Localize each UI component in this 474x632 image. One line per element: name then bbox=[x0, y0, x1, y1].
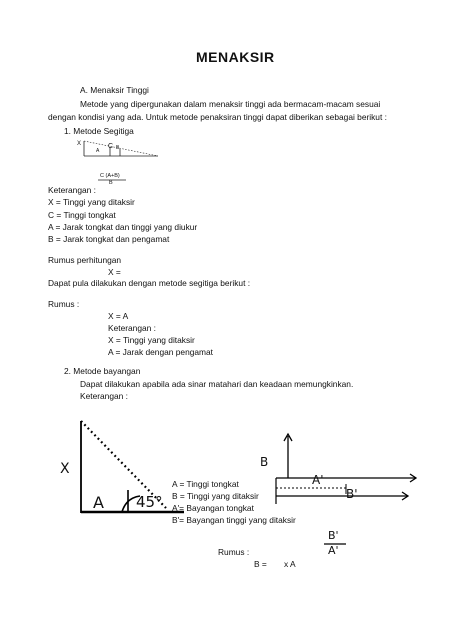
keterangan-item: X = Tinggi yang ditaksir bbox=[48, 197, 135, 207]
fig-label-a: A bbox=[96, 148, 100, 154]
fig1-label-x: X bbox=[60, 461, 70, 477]
fig-label-b: B bbox=[116, 145, 120, 151]
keterangan-label-2: Keterangan : bbox=[80, 391, 128, 401]
fraction-numerator: B' bbox=[328, 529, 339, 542]
rumus-item: X = A bbox=[108, 311, 129, 321]
fig2-label-a-prime: A' bbox=[312, 473, 324, 487]
method-2-description: Dapat dilakukan apabila ada sinar matahari dan keadaan memungkinkan. bbox=[80, 379, 354, 389]
section-heading: A. Menaksir Tinggi bbox=[80, 85, 149, 95]
fraction-denominator: A' bbox=[328, 544, 339, 557]
b-equation: B = bbox=[254, 559, 267, 569]
rumus-label-2: Rumus : bbox=[218, 547, 250, 557]
formula-fraction-line bbox=[98, 179, 128, 181]
triangle-figure bbox=[76, 138, 166, 162]
method-1-heading: 1. Metode Segitiga bbox=[64, 126, 134, 136]
rumus-item: X = Tinggi yang ditaksir bbox=[108, 335, 195, 345]
formula-numerator: C (A+B) bbox=[100, 173, 120, 179]
rumus-item: A = Jarak dengan pengamat bbox=[108, 347, 213, 357]
alt-method-text: Dapat pula dilakukan dengan metode segitiga berikut : bbox=[48, 278, 251, 288]
intro-line-2: dengan kondisi yang ada. Untuk metode penaksiran tinggi dapat diberikan sebagai berikut : bbox=[48, 112, 387, 122]
keterangan-item: A = Jarak tongkat dan tinggi yang diukur bbox=[48, 222, 198, 232]
rumus-label: Rumus : bbox=[48, 299, 80, 309]
legend-item: B = Tinggi yang ditaksir bbox=[172, 491, 259, 501]
keterangan-label: Keterangan : bbox=[48, 185, 96, 195]
fig1-label-a: A bbox=[93, 493, 104, 512]
legend-item: B'= Bayangan tinggi yang ditaksir bbox=[172, 515, 296, 525]
legend-item: A = Tinggi tongkat bbox=[172, 479, 239, 489]
times-a: x A bbox=[284, 559, 296, 569]
fig2-label-b-prime: B' bbox=[346, 487, 358, 501]
formula-denominator: B bbox=[109, 180, 113, 186]
fig-label-x: X bbox=[77, 141, 82, 147]
page-title: MENAKSIR bbox=[196, 49, 275, 65]
fig2-label-b: B bbox=[260, 455, 269, 469]
keterangan-item: B = Jarak tongkat dan pengamat bbox=[48, 234, 170, 244]
fig-label-c: C bbox=[108, 143, 114, 150]
x-equation: X = bbox=[108, 267, 121, 277]
shadow-comparison-figure bbox=[258, 434, 428, 504]
keterangan-item: C = Tinggi tongkat bbox=[48, 210, 116, 220]
method-2-heading: 2. Metode bayangan bbox=[64, 366, 141, 376]
fig1-angle: 45° bbox=[136, 493, 163, 511]
rumus-item: Keterangan : bbox=[108, 323, 156, 333]
intro-line-1: Metode yang dipergunakan dalam menaksir tinggi ada bermacam-macam sesuai bbox=[80, 99, 381, 109]
legend-item: A'= Bayangan tongkat bbox=[172, 503, 254, 513]
rumus-perhitungan-label: Rumus perhitungan bbox=[48, 255, 122, 265]
